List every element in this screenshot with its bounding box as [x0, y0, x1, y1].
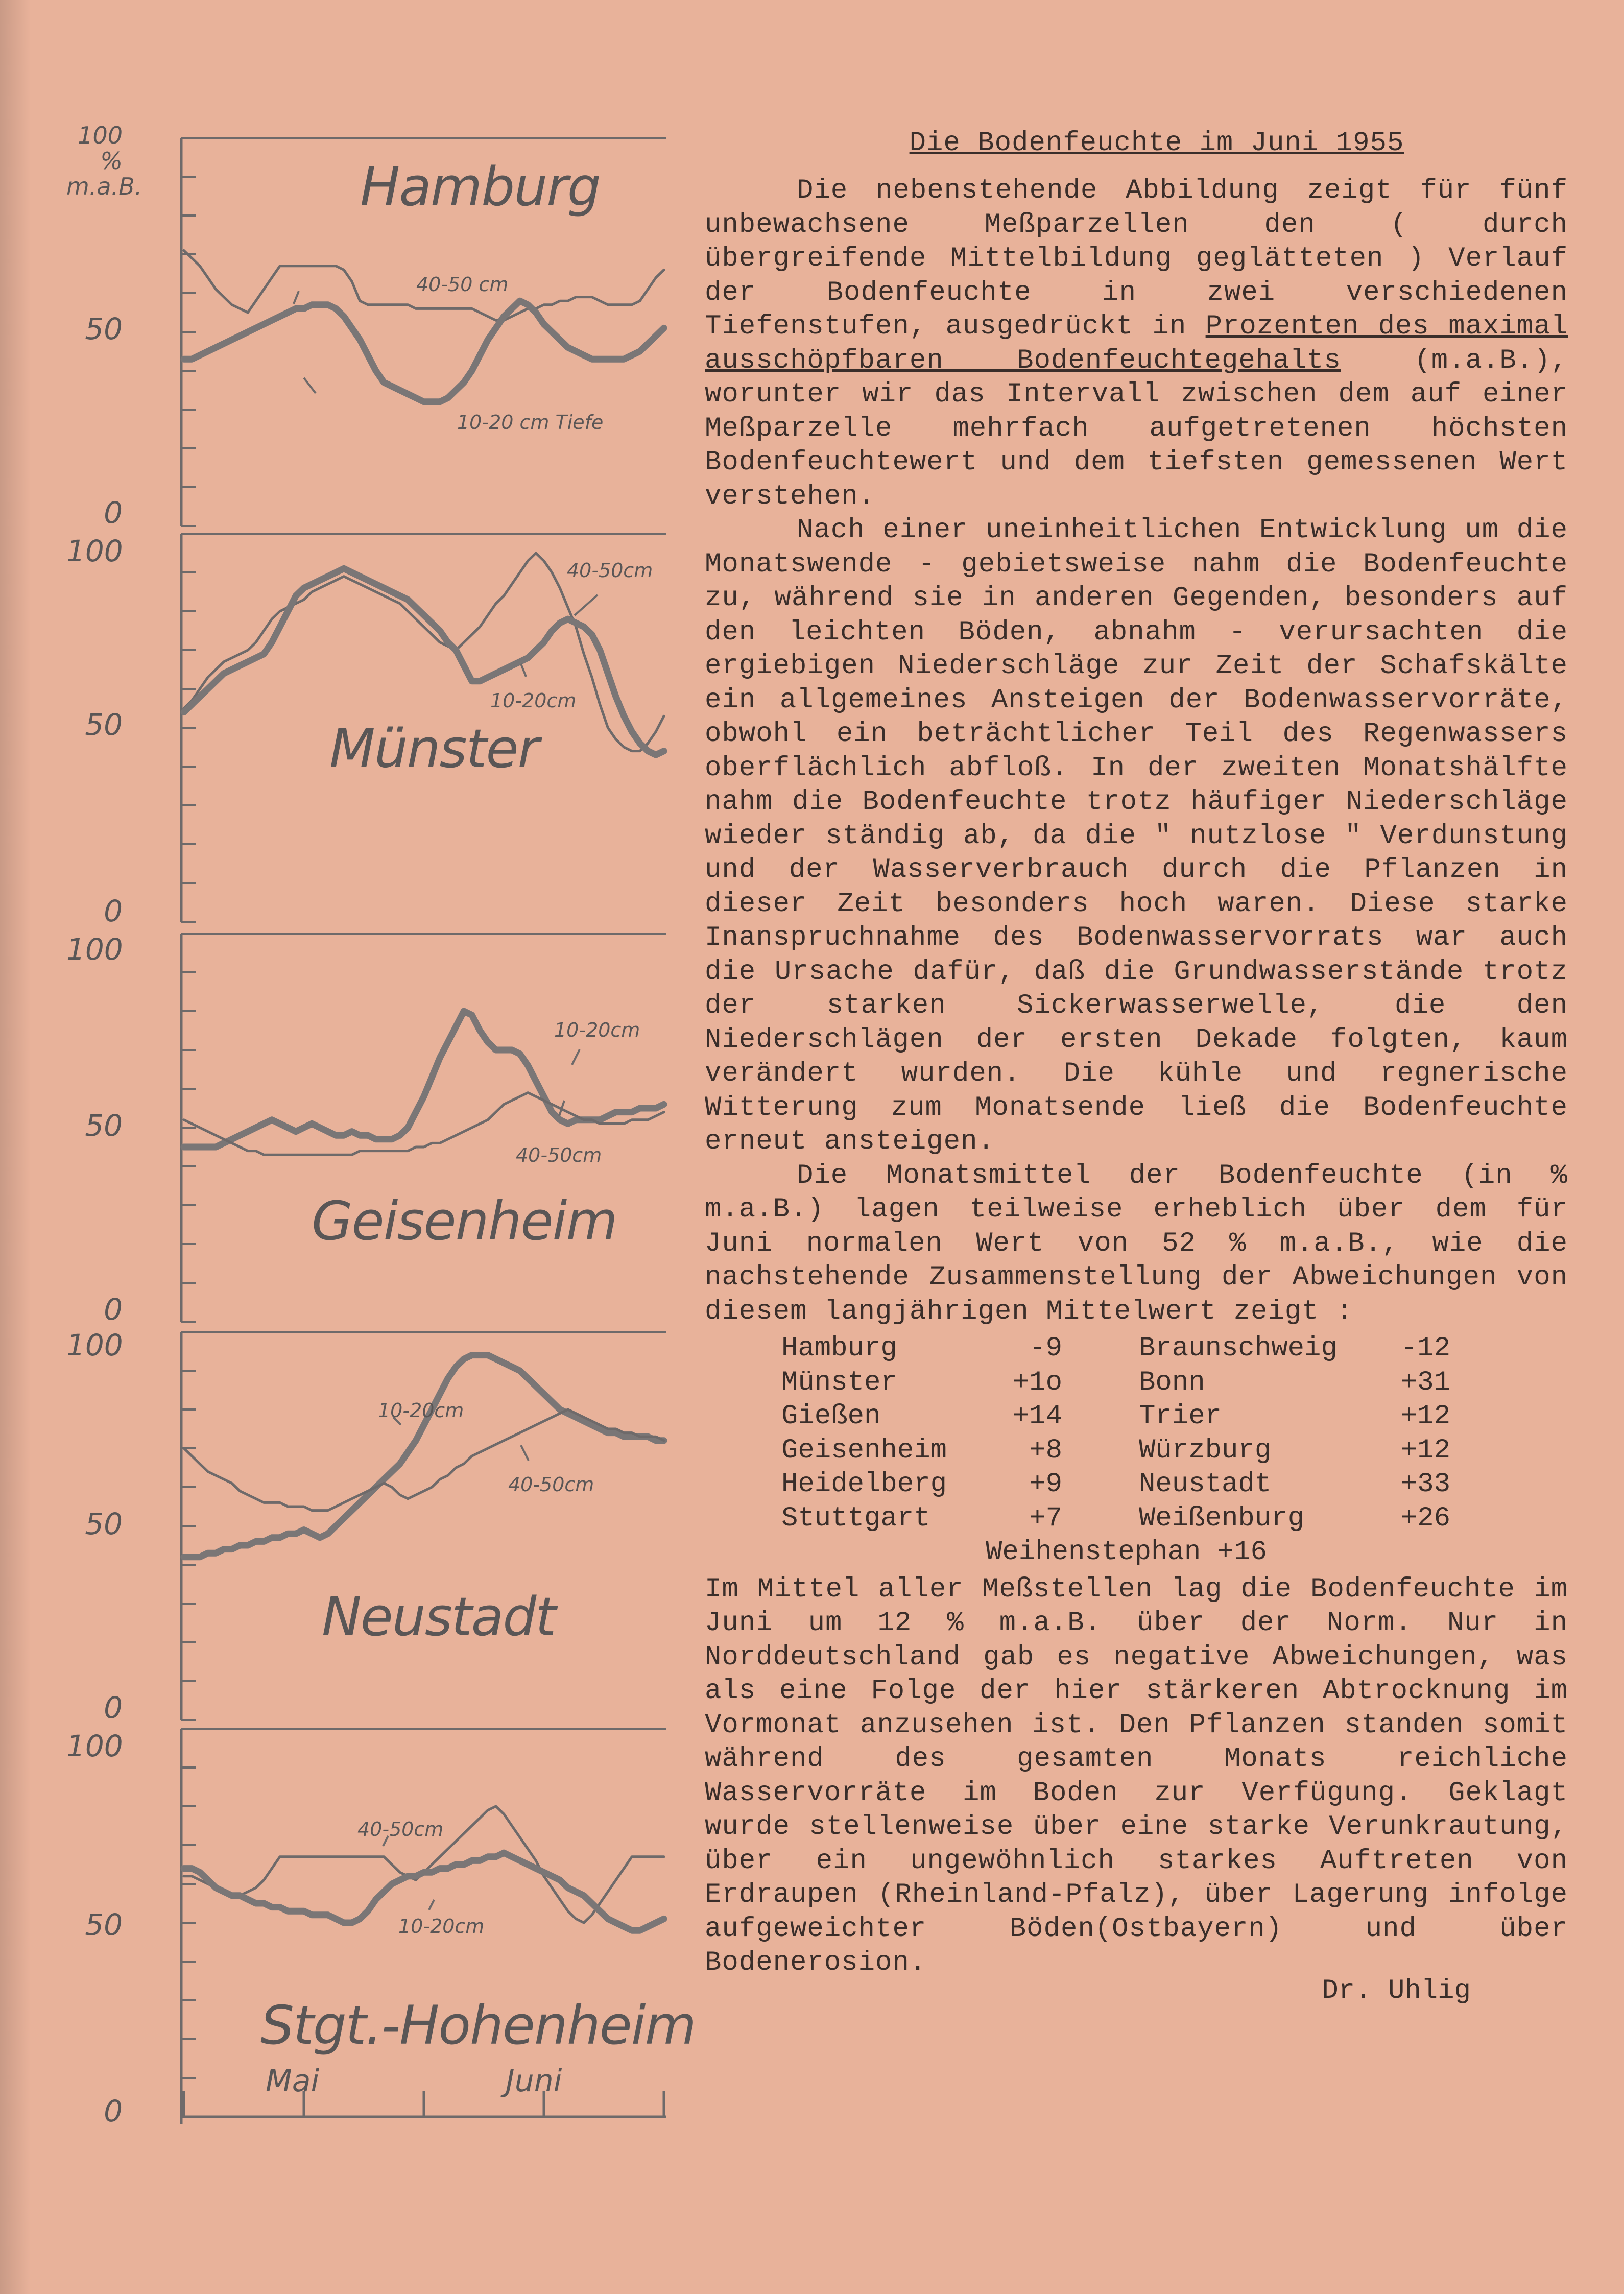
station-value: +1o	[1012, 1367, 1062, 1398]
station-value: +33	[1400, 1469, 1450, 1500]
station-name: Neustadt	[1139, 1469, 1272, 1500]
station-name: Weißenburg	[1139, 1502, 1305, 1534]
y-tick-50: 50	[85, 707, 123, 742]
station-name: Bonn	[1139, 1367, 1205, 1398]
series-label-40-50: 40-50cm	[357, 1818, 444, 1841]
station-value: +14	[1012, 1401, 1062, 1432]
station-name: Trier	[1139, 1401, 1222, 1432]
station-value: +26	[1400, 1502, 1450, 1534]
y-tick-0: 0	[104, 894, 123, 928]
chart-title-hamburg: Hamburg	[360, 156, 600, 218]
y-tick-50: 50	[85, 1907, 123, 1942]
article-heading: Die Bodenfeuchte im Juni 1955	[909, 128, 1404, 159]
station-value: +9	[1029, 1469, 1062, 1500]
label-pointer	[294, 291, 299, 304]
deviation-table	[781, 1332, 1568, 1570]
table-row	[781, 1434, 1568, 1468]
x-tick-mai: Mai	[266, 2063, 320, 2099]
paragraph-3: Die Monatsmittel der Bodenfeuchte (in % m.a.B.) lagen teilweise erheblich über dem für Juni normalen Wert von 52 % m.a.B., wie die nachstehende Zusammenstellung der Abweichungen von diesem langjährigen Mittelwert zeigt :	[705, 1160, 1568, 1327]
paragraph-1-underlined: Prozenten des maximal ausschöpfbaren Bodenfeuchtegehalts	[705, 311, 1568, 376]
y-tick-50: 50	[85, 1108, 123, 1143]
label-pointer	[429, 1900, 434, 1910]
table-row	[781, 1502, 1568, 1536]
station-name: Münster	[781, 1367, 897, 1398]
series-line-10-20cm	[184, 1355, 664, 1557]
station-name: Heidelberg	[781, 1469, 947, 1500]
series-line-10-20cm	[184, 301, 664, 402]
station-name: Geisenheim	[781, 1435, 947, 1466]
paragraph-4: Im Mittel aller Meßstellen lag die Bodenfeuchte im Juni um 12 % m.a.B. über der Norm. Nur in Norddeutschland gab es negative Abweichungen, was als eine Folge der hier stärkeren Abtrocknung im Vormonat anzusehen ist. Den Pflanzen standen somit während des gesamten Monats reichliche Wasservorräte im Boden zur Verfügung. Geklagt wurde stellenweise über eine starke Verunkrautung, über ein ungewöhnlich starkes Auftreten von Erdraupen (Rheinland-Pfalz), über Lagerung infolge aufgeweichter Böden(Ostbayern) und über Bodenerosion.	[705, 1573, 1568, 1978]
station-value: +12	[1400, 1435, 1450, 1466]
y-tick-50: 50	[85, 312, 123, 346]
x-tick-juni: Juni	[506, 2063, 562, 2099]
y-unit-mab: m.a.B.	[66, 173, 142, 200]
series-label-40-50: 40-50cm	[516, 1144, 602, 1166]
paragraph-1	[705, 174, 1568, 514]
table-row	[781, 1332, 1568, 1366]
y-tick-0: 0	[104, 2094, 123, 2129]
series-label-10-20: 10-20cm	[378, 1399, 464, 1422]
y-tick-0: 0	[104, 1292, 123, 1327]
y-tick-100: 100	[66, 1729, 123, 1763]
paragraph-2: Nach einer uneinheitlichen Entwicklung um die Monatswende - gebietsweise nahm die Bodenfeuchte zu, während sie in anderen Gegenden, besonders auf den leichten Böden, abnahm - verursachten die ergiebigen Niederschläge zur Zeit der Schafskälte ein allgemeines Ansteigen der Bodenwasservorräte, obwohl ein beträchtlicher Teil des Regenwassers oberflächlich abfloß. In der zweiten Monatshälfte nahm die Bodenfeuchte trotz häufiger Niederschläge wieder ständig ab, da die " nutzlose " Verdunstung und der Wasserverbrauch durch die Pflanzen in dieser Zeit besonders hoch waren. Diese starke Inanspruchnahme des Bodenwasservorrats war auch die Ursache dafür, daß die Grundwasserstände trotz der starken Sickerwasserwelle, die den Niederschlägen der ersten Dekade folgten, kaum verändert wurden. Die kühle und regnerische Witterung zum Monatsende ließ die Bodenfeuchte erneut ansteigen.	[705, 515, 1568, 1157]
label-pointer	[521, 1445, 529, 1461]
y-tick-0: 0	[104, 1690, 123, 1725]
y-tick-0: 0	[104, 495, 123, 530]
station-name: Würzburg	[1139, 1435, 1272, 1466]
label-pointer	[572, 1049, 580, 1065]
author-signature: Dr. Uhlig	[1322, 1975, 1471, 2006]
y-tick-100: 100	[66, 1328, 123, 1363]
series-label-40-50: 40-50cm	[567, 559, 653, 582]
series-label-10-20: 10-20cm	[490, 689, 577, 712]
station-value: +7	[1029, 1502, 1062, 1534]
y-tick-100: 100	[66, 534, 123, 568]
y-tick-50: 50	[85, 1507, 123, 1541]
y-tick-100: 100	[78, 122, 123, 149]
station-value: +8	[1029, 1435, 1062, 1466]
y-axis-unit-label	[66, 122, 142, 200]
series-label-10-20: 10-20 cm Tiefe	[457, 411, 604, 434]
label-pointer	[521, 664, 526, 677]
y-unit-percent: %	[100, 147, 123, 175]
series-label-40-50: 40-50cm	[508, 1473, 594, 1496]
station-value: -9	[1029, 1333, 1062, 1364]
chart-title-neustadt: Neustadt	[322, 1586, 556, 1648]
table-row	[781, 1366, 1568, 1400]
station-value: +12	[1400, 1401, 1450, 1432]
label-pointer	[575, 595, 598, 615]
chart-title-stgt-hohenheim: Stgt.-Hohenheim	[260, 1994, 696, 2057]
series-label-10-20: 10-20cm	[554, 1019, 640, 1041]
series-label-40-50: 40-50 cm	[416, 273, 509, 296]
chart-title-geisenheim: Geisenheim	[312, 1190, 617, 1252]
station-name: Hamburg	[781, 1333, 897, 1364]
table-row	[781, 1468, 1568, 1502]
chart-title-muenster: Münster	[329, 718, 539, 780]
station-value: -12	[1400, 1333, 1450, 1364]
y-tick-100: 100	[66, 932, 123, 967]
label-pointer	[304, 378, 316, 393]
station-name: Braunschweig	[1139, 1333, 1338, 1364]
table-row	[781, 1400, 1568, 1434]
paragraph-1-text: Die nebenstehende Abbildung zeigt für fünf unbewachsene Meßparzellen den ( durch übergreifende Mittelbildung geglätteten ) Verlauf der Bodenfeuchte in zwei verschiedenen Tiefenstufen, ausgedrückt in	[705, 175, 1568, 342]
station-name: Stuttgart	[781, 1502, 930, 1534]
series-label-10-20: 10-20cm	[398, 1915, 485, 1938]
soil-moisture-charts	[66, 122, 696, 2135]
table-row-last: Weihenstephan +16	[986, 1537, 1267, 1568]
article	[705, 128, 1568, 2006]
station-value: +31	[1400, 1367, 1450, 1398]
page-edge-shadow	[0, 0, 31, 2294]
paragraph-1-rest: (m.a.B.), worunter wir das Intervall zwischen dem auf einer Meßparzelle mehrfach aufgetretenen höchsten Bodenfeuchtewert und dem tiefsten gemessenen Wert verstehen.	[705, 345, 1568, 512]
station-name: Gießen	[781, 1401, 881, 1432]
